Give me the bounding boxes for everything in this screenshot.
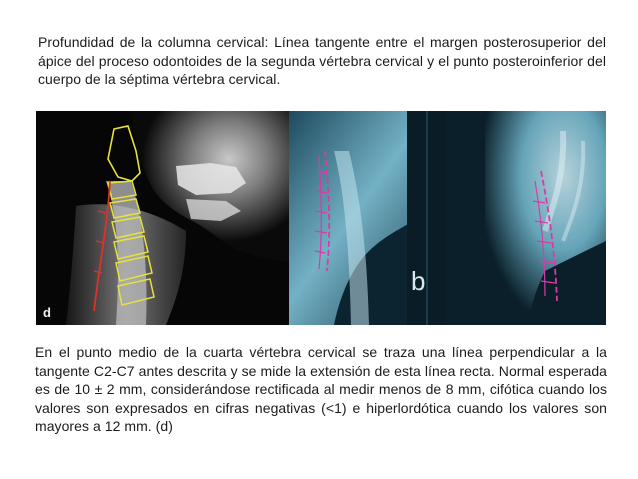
panel-label-b: b <box>411 266 426 296</box>
body-paragraph: En el punto medio de la cuarta vértebra cervical se traza una línea perpendicular a la tangente C2-C7 antes descrita y se mide la extensión de esta línea recta. Normal esperada es de 10 ± 2 mm, considerándose rectificada al medir menos de 8 mm, cifótica cuando los valores son expresados en cifras negativas (<1) e hiperlordótica cuando los valores son mayores a 12 mm. (d) <box>35 344 607 435</box>
xray-figure <box>36 111 606 325</box>
xray-panel-d <box>36 111 289 325</box>
intro-paragraph: Profundidad de la columna cervical: Línea tangente entre el margen posterosuperior del ápice del proceso odontoides de la segunda vértebra cervical y el punto posteroinferior del cuerpo de la séptima vértebra cervical. <box>38 34 606 88</box>
xray-panel-c <box>445 111 606 325</box>
panel-label-d: d <box>43 305 51 320</box>
xray-image-d <box>36 111 289 325</box>
xray-panel-b <box>289 111 445 325</box>
xray-image-c <box>445 111 606 325</box>
